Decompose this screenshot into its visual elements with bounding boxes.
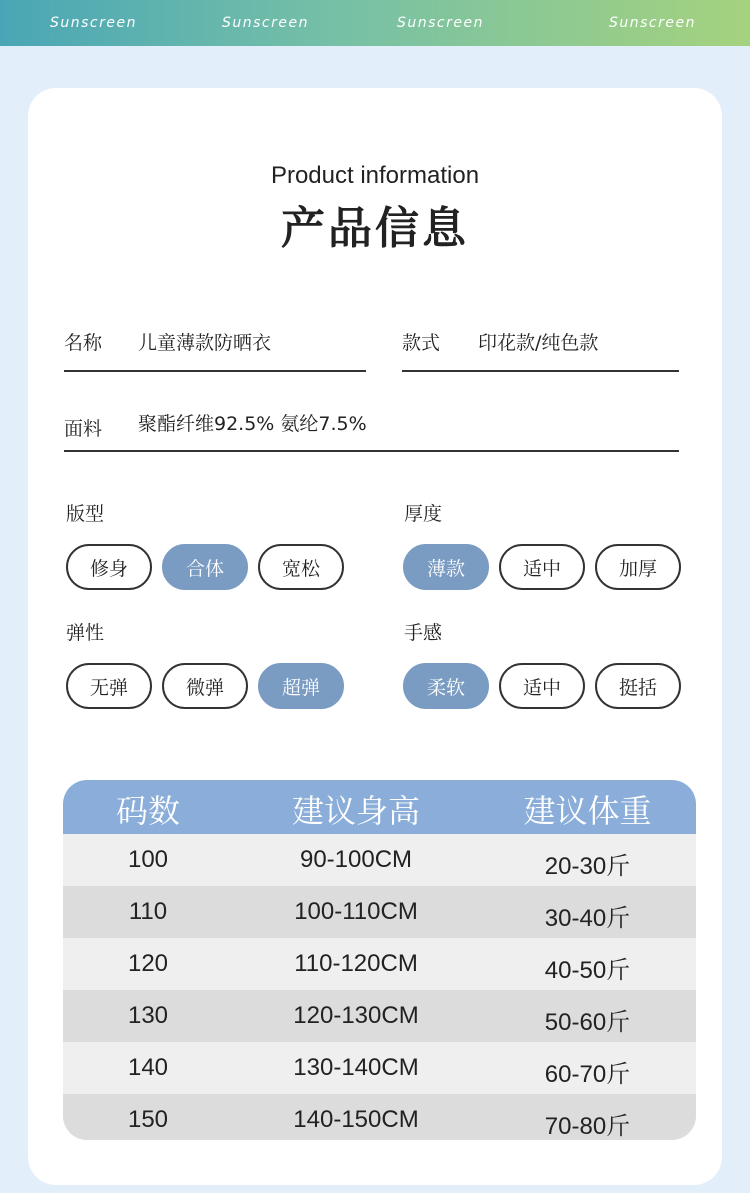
name-value: 儿童薄款防晒衣 xyxy=(138,332,272,354)
fit-option-slim[interactable]: 修身 xyxy=(66,544,152,590)
table-row xyxy=(63,886,696,938)
divider xyxy=(64,450,679,452)
elasticity-option-slight[interactable]: 微弹 xyxy=(162,663,248,709)
cell-weight: 60-70斤 xyxy=(544,1061,631,1088)
cell-size: 140 xyxy=(127,1054,169,1081)
style-value: 印花款/纯色款 xyxy=(478,332,599,354)
table-row xyxy=(63,1042,696,1094)
feel-option-medium[interactable]: 适中 xyxy=(499,663,585,709)
thickness-title: 厚度 xyxy=(404,503,443,525)
style-label: 款式 xyxy=(402,332,441,354)
thickness-option-thick[interactable]: 加厚 xyxy=(595,544,681,590)
table-row xyxy=(63,938,696,990)
cell-size: 110 xyxy=(128,898,168,925)
top-banner xyxy=(0,0,750,46)
feel-option-soft[interactable]: 柔软 xyxy=(403,663,489,709)
table-row xyxy=(63,834,696,886)
page-title-en: Product information xyxy=(270,162,480,189)
header-size: 码数 xyxy=(115,792,180,830)
banner-text: Sunscreen xyxy=(222,15,309,31)
cell-size: 100 xyxy=(127,846,169,873)
cell-weight: 30-40斤 xyxy=(544,905,631,932)
cell-height: 130-140CM xyxy=(293,1054,419,1081)
cell-weight: 70-80斤 xyxy=(544,1113,631,1140)
name-label: 名称 xyxy=(64,332,103,354)
cell-height: 110-120CM xyxy=(294,950,418,977)
banner-text: Sunscreen xyxy=(50,15,137,31)
cell-size: 150 xyxy=(127,1106,169,1133)
cell-height: 140-150CM xyxy=(293,1106,419,1133)
cell-weight: 20-30斤 xyxy=(544,853,631,880)
thickness-option-medium[interactable]: 适中 xyxy=(499,544,585,590)
divider xyxy=(402,370,679,372)
cell-weight: 40-50斤 xyxy=(544,957,631,984)
fit-title: 版型 xyxy=(66,503,105,525)
divider xyxy=(64,370,366,372)
fabric-value: 聚酯纤维92.5% 氨纶7.5% xyxy=(138,413,367,435)
size-table xyxy=(63,780,696,1140)
feel-option-stiff[interactable]: 挺括 xyxy=(595,663,681,709)
table-row xyxy=(63,990,696,1042)
fit-option-regular[interactable]: 合体 xyxy=(162,544,248,590)
table-row xyxy=(63,1094,696,1140)
banner-text: Sunscreen xyxy=(609,15,696,31)
elasticity-title: 弹性 xyxy=(66,622,105,644)
fabric-label: 面料 xyxy=(64,418,103,440)
cell-height: 120-130CM xyxy=(293,1002,419,1029)
size-table-header xyxy=(63,780,696,834)
fit-option-loose[interactable]: 宽松 xyxy=(258,544,344,590)
elasticity-option-super[interactable]: 超弹 xyxy=(258,663,344,709)
elasticity-option-none[interactable]: 无弹 xyxy=(66,663,152,709)
cell-size: 120 xyxy=(127,950,169,977)
banner-text: Sunscreen xyxy=(397,15,484,31)
cell-height: 90-100CM xyxy=(299,846,413,873)
cell-weight: 50-60斤 xyxy=(544,1009,631,1036)
cell-size: 130 xyxy=(127,1002,169,1029)
cell-height: 100-110CM xyxy=(294,898,418,925)
feel-title: 手感 xyxy=(404,622,443,644)
thickness-option-thin[interactable]: 薄款 xyxy=(403,544,489,590)
page-title-cn: 产品信息 xyxy=(281,203,469,254)
header-height: 建议身高 xyxy=(291,792,420,830)
header-weight: 建议体重 xyxy=(523,792,652,830)
